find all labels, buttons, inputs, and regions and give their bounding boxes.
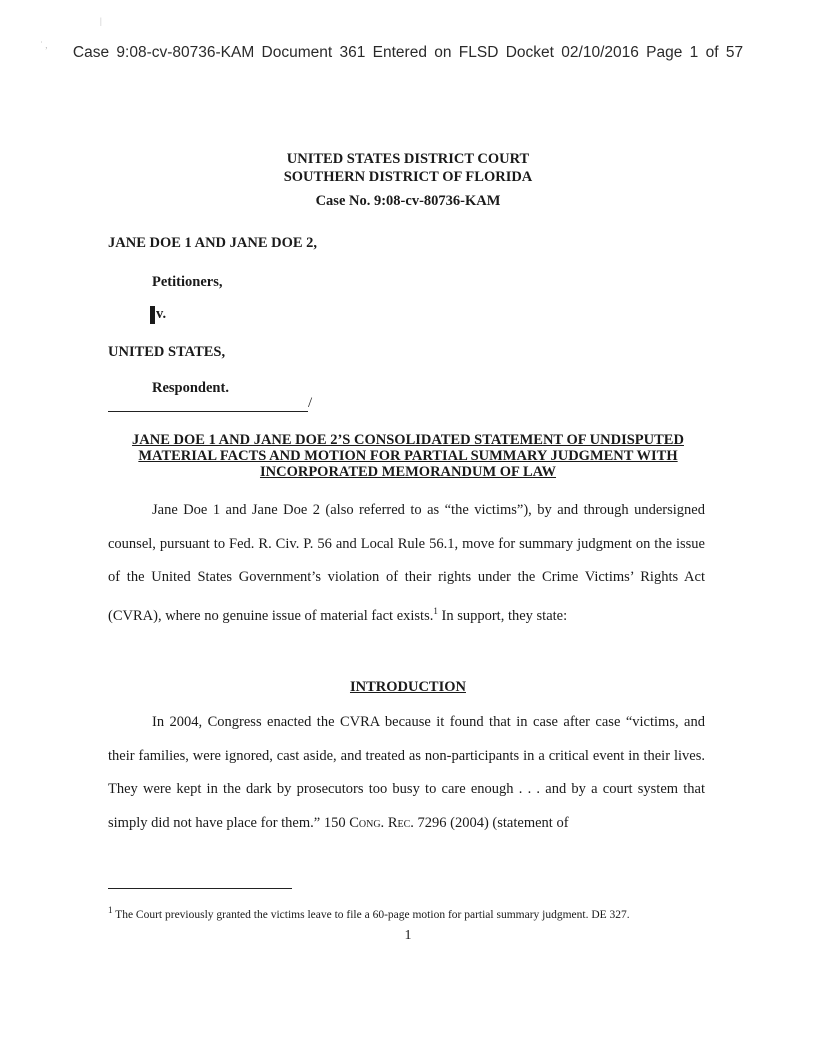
citation-cong: Cong. bbox=[349, 814, 385, 831]
docket-header: Case 9:08-cv-80736-KAM Document 361 Entered on FLSD Docket 02/10/2016 Page 1 of 57 bbox=[72, 44, 744, 61]
case-number: Case No. 9:08-cv-80736-KAM bbox=[315, 193, 501, 209]
respondent-name: UNITED STATES, bbox=[108, 344, 226, 360]
petitioners-names: JANE DOE 1 AND JANE DOE 2, bbox=[108, 235, 318, 251]
introduction-paragraph bbox=[108, 706, 705, 840]
opening-paragraph-tail: In support, they state: bbox=[437, 607, 568, 624]
footnote bbox=[108, 905, 708, 921]
opening-paragraph bbox=[108, 494, 705, 633]
page-number: 1 bbox=[404, 928, 412, 943]
scan-mark: ˙ , bbox=[40, 40, 48, 50]
caption-slash: / bbox=[308, 395, 313, 411]
court-district: SOUTHERN DISTRICT OF FLORIDA bbox=[283, 169, 533, 185]
motion-title-line2: MATERIAL FACTS AND MOTION FOR PARTIAL SUMMARY JUDGMENT WITH bbox=[138, 448, 678, 464]
petitioners-label: Petitioners, bbox=[152, 274, 223, 290]
introduction-heading: INTRODUCTION bbox=[349, 679, 466, 695]
motion-title-line3: INCORPORATED MEMORANDUM OF LAW bbox=[259, 464, 557, 480]
court-name: UNITED STATES DISTRICT COURT bbox=[286, 151, 530, 167]
introduction-paragraph-text: In 2004, Congress enacted the CVRA because it found that in case after case “victims, and their families, were ignored, cast aside, and treated as non-participants in a critical event in their lives. They were kept in the dark by prosecutors too busy to care enough . . . and by a court system that simply did not have place for them.” 150 bbox=[108, 714, 705, 831]
redaction-mark bbox=[150, 306, 155, 324]
footnote-ref: 1 bbox=[433, 605, 438, 616]
scan-mark: | bbox=[100, 16, 102, 26]
motion-title bbox=[100, 432, 716, 480]
motion-title-line1: JANE DOE 1 AND JANE DOE 2’S CONSOLIDATED STATEMENT OF UNDISPUTED bbox=[132, 432, 684, 448]
footnote-text: The Court previously granted the victims leave to file a 60-page motion for partial summary judgment. DE 327. bbox=[115, 908, 630, 921]
footnote-number: 1 bbox=[108, 905, 113, 915]
citation-rec: Rec. bbox=[387, 814, 414, 831]
footnote-rule bbox=[108, 888, 292, 889]
respondent-label: Respondent. bbox=[152, 380, 229, 396]
signature-rule bbox=[108, 411, 308, 412]
opening-paragraph-text: Jane Doe 1 and Jane Doe 2 (also referred to as “the victims”), by and through undersigned counsel, pursuant to Fed. R. Civ. P. 56 and Local Rule 56.1, move for summary judgment on the issue of the United States Government’s violation of their rights under the Crime Victims’ Rights Act (CVRA), where no genuine issue of material fact exists. bbox=[108, 502, 705, 624]
introduction-paragraph-tail: 7296 (2004) (statement of bbox=[413, 814, 569, 831]
versus: v. bbox=[156, 306, 167, 322]
